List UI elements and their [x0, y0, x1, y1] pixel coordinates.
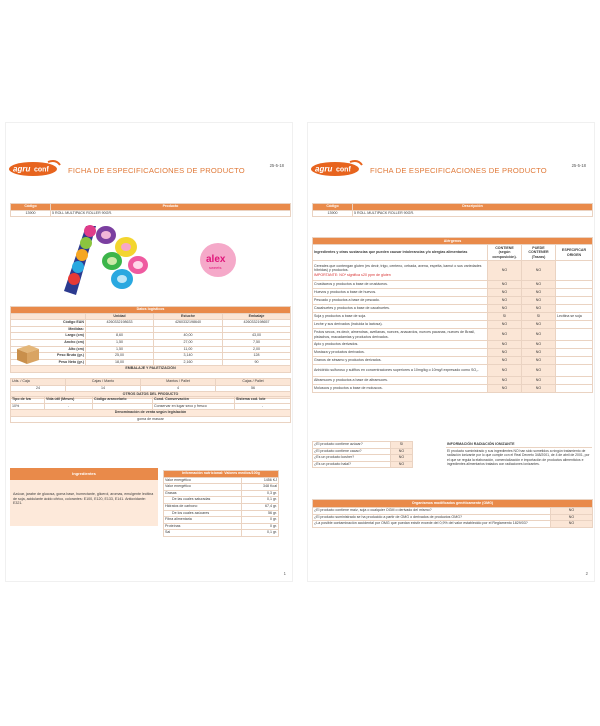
- allergens-col-header: Ingredientes y otras sustancias que pueden causar intolerancias y/o alergias alimentarias: [313, 245, 488, 261]
- nutrition-value: 0,3 gr.: [242, 490, 279, 497]
- allergen-label: Frutos secos, es decir, almendras, avellanas, nueces, anacardos, nueces pacanas, nueces de Brasil, pistachos, macadamias y productos derivados.: [313, 329, 488, 341]
- code-header: Código: [313, 204, 353, 211]
- allergen-origin: [556, 329, 593, 341]
- ean-label: Código EAN: [11, 320, 86, 327]
- pallet-value: 4: [141, 385, 216, 392]
- gmo-answer: NO: [551, 514, 593, 521]
- allergen-contains: NO: [488, 365, 522, 377]
- allergen-may-contain: NO: [522, 305, 556, 313]
- other-header: Tipo de Iva: [11, 397, 45, 404]
- nutrition-value: 1456 KJ: [242, 477, 279, 484]
- measure-value: 18,00: [86, 359, 154, 366]
- allergen-label: Soja y productos a base de soja.: [313, 313, 488, 321]
- logistics-table: [10, 306, 291, 373]
- allergen-contains: NO: [488, 349, 522, 357]
- product-header: Producto: [51, 204, 291, 211]
- allergen-origin: [556, 385, 593, 393]
- measure-value: 128: [223, 353, 291, 360]
- measures-label: Medidas:: [11, 326, 86, 333]
- alex-brand-logo: [198, 241, 238, 279]
- product-name: 5 ROLL MULTIPACK ROLLER 90GR.: [353, 210, 593, 217]
- allergen-may-contain: NO: [522, 385, 556, 393]
- other-value: Conservar en lugar seco y fresco: [153, 403, 235, 410]
- nutrition-value: 0,1 gr.: [242, 530, 279, 537]
- other-header: Cond. Conservación: [153, 397, 235, 404]
- allergen-label: Huevos y productos a base de huevos.: [313, 289, 488, 297]
- measure-value: 43,00: [223, 333, 291, 340]
- measure-value: 1,50: [86, 339, 154, 346]
- suitability-question: ¿Es un producto kosher?: [313, 455, 391, 462]
- pallet-header: Cajas / Manto: [66, 379, 141, 386]
- allergen-label: Cacahuetes y productos a base de cacahuetes.: [313, 305, 488, 313]
- allergen-origin: [556, 297, 593, 305]
- allergen-label: Mostaza y productos derivados.: [313, 349, 488, 357]
- allergen-may-contain: SI: [522, 313, 556, 321]
- nutrition-label: Valor energético: [164, 484, 242, 491]
- allergen-contains: NO: [488, 329, 522, 341]
- ean-unit: 4260332198633: [86, 320, 154, 327]
- nutrition-table: [163, 470, 279, 537]
- product-image: [56, 221, 151, 299]
- allergen-label: Anhídrido sulfuroso y sulfitos en concentraciones superiores a 10mg/kg o 10mg/l expresado como SO₂.: [313, 365, 488, 377]
- allergen-origin: [556, 321, 593, 329]
- denomination-label: Denominación de venta según legislación: [11, 410, 291, 417]
- suitability-table: [312, 441, 413, 468]
- suitability-question: ¿Es un producto halal?: [313, 461, 391, 468]
- measure-label: Ancho (cm): [11, 339, 86, 346]
- allergen-origin: [556, 349, 593, 357]
- pallet-value: 56: [216, 385, 291, 392]
- nutrition-label: De los cuales azúcares: [164, 510, 242, 517]
- nutrition-value: 0 gr.: [242, 517, 279, 524]
- other-header: Vida útil (Meses): [45, 397, 93, 404]
- page-number: 2: [585, 571, 588, 576]
- nutrition-label: Fibra alimentaria: [164, 517, 242, 524]
- allergen-may-contain: NO: [522, 349, 556, 357]
- gmo-question: ¿El producto suministrado se ha producido a partir de OMG o derivados de productos OMG?: [313, 514, 551, 521]
- measure-value: 40,00: [154, 333, 223, 340]
- other-value: [93, 403, 153, 410]
- allergens-title: Alérgenos: [313, 238, 593, 245]
- gmo-title: Organismos modificados genéticamente (OMG): [313, 500, 593, 508]
- allergen-label: Apio y productos derivados.: [313, 341, 488, 349]
- svg-text:conf: conf: [34, 166, 49, 174]
- code-header: Código: [11, 204, 51, 211]
- svg-text:agru: agru: [315, 164, 333, 174]
- suitability-answer: NO: [391, 461, 413, 468]
- description-header: Descripción: [353, 204, 593, 211]
- suitability-question: ¿El producto contiene cacao?: [313, 448, 391, 455]
- allergen-origin: [556, 261, 593, 281]
- other-value: -: [235, 403, 291, 410]
- pallet-value: 14: [66, 385, 141, 392]
- radiation-title: INFORMACIÓN RADIACIÓN IONIZANTE: [446, 441, 592, 448]
- page-title: FICHA DE ESPECIFICACIONES DE PRODUCTO: [68, 166, 245, 175]
- allergen-origin: [556, 365, 593, 377]
- allergen-may-contain: NO: [522, 365, 556, 377]
- measure-value: 11,00: [154, 346, 223, 353]
- nutrition-title: Información nutricional: Valores medios/100g: [164, 471, 279, 478]
- page-number: 1: [283, 571, 286, 576]
- measure-label: Largo (cm): [11, 333, 86, 340]
- svg-text:conf: conf: [336, 166, 351, 174]
- gmo-question: ¿El producto contiene maíz, soja o cualquier OGM o derivado del mismo?: [313, 508, 551, 515]
- spec-sheet-page-1: [5, 122, 293, 582]
- pallet-title: EMBALAJE Y PALETIZACIÓN: [11, 366, 291, 373]
- measure-value: 3,140: [154, 353, 223, 360]
- allergen-contains: NO: [488, 377, 522, 385]
- measure-value: 2,00: [223, 346, 291, 353]
- nutrition-value: 0,1 gr.: [242, 497, 279, 504]
- nutrition-label: Hidratos de carbono: [164, 503, 242, 510]
- allergens-col-header: CONTIENE (según composición).: [488, 245, 522, 261]
- nutrition-label: Proteínas: [164, 523, 242, 530]
- ean-case: 4260332198640: [154, 320, 223, 327]
- allergen-may-contain: NO: [522, 281, 556, 289]
- suitability-question: ¿El producto contiene azúcar?: [313, 442, 391, 449]
- nutrition-value: 0 gr.: [242, 523, 279, 530]
- page-date: 25-5-18: [269, 163, 284, 168]
- pallet-header: Mantos / Pallet: [141, 379, 216, 386]
- other-header: Sistema cod. lote: [235, 397, 291, 404]
- col-pack: Embalaje: [223, 313, 291, 320]
- measure-value: 2,160: [154, 359, 223, 366]
- gmo-answer: NO: [551, 521, 593, 528]
- measure-label: Alto (cm): [11, 346, 86, 353]
- measure-value: 27,00: [154, 339, 223, 346]
- suitability-answer: SI: [391, 442, 413, 449]
- allergen-origin: [556, 281, 593, 289]
- agruconf-logo: [310, 159, 366, 177]
- ingredients-title: Ingredientes: [10, 468, 158, 480]
- allergen-label: Crustáceos y productos a base de crustáceos.: [313, 281, 488, 289]
- allergen-may-contain: NO: [522, 357, 556, 365]
- other-data-table: [10, 396, 291, 423]
- allergens-table: [312, 237, 593, 393]
- measure-value: 1,50: [86, 346, 154, 353]
- allergen-may-contain: NO: [522, 341, 556, 349]
- other-header: Código arancelario: [93, 397, 153, 404]
- radiation-block: [446, 441, 592, 468]
- pallet-header: Cajas / Pallet: [216, 379, 291, 386]
- spec-sheet-page-2: [307, 122, 595, 582]
- svg-text:alex: alex: [206, 254, 226, 265]
- other-value: 10%: [11, 403, 45, 410]
- logistics-title: Datos logísticos: [11, 307, 291, 314]
- allergen-may-contain: NO: [522, 377, 556, 385]
- allergen-label: Granos de sésamo y productos derivados.: [313, 357, 488, 365]
- allergens-col-header: ESPECIFICAR ORIGEN: [556, 245, 593, 261]
- page-date: 25-5-18: [571, 163, 586, 168]
- measure-label: Peso Bruto (gr.): [11, 353, 86, 360]
- allergen-may-contain: NO: [522, 289, 556, 297]
- other-value: -: [45, 403, 93, 410]
- nutrition-label: De las cuales saturadas: [164, 497, 242, 504]
- box-icon: [13, 341, 41, 365]
- nutrition-label: Valor energético: [164, 477, 242, 484]
- measure-value: 90: [223, 359, 291, 366]
- product-table: [312, 203, 593, 217]
- measure-label: Peso Neto (gr.): [11, 359, 86, 366]
- allergen-origin: [556, 289, 593, 297]
- measure-value: 25,00: [86, 353, 154, 360]
- svg-text:sweets: sweets: [209, 265, 222, 270]
- product-name: 5 ROLL MULTIPACK ROLLER 90GR.: [51, 210, 291, 217]
- allergen-label: Pescado y productos a base de pescado.: [313, 297, 488, 305]
- allergen-origin: [556, 305, 593, 313]
- allergen-origin: Lecitina se soja: [556, 313, 593, 321]
- allergen-contains: NO: [488, 261, 522, 281]
- radiation-text: El producto suministrado y sus ingredientes NO han sido sometidos a ningún tratamiento de radiación ionizante por lo que cumple con el Real Decreto 348/2001, de 4 de abril de 2001, por el que se regula la elaboración, comercialización e importación de productos alimenticios e ingredientes alimentarios tratados con radiaciones ionizantes.: [447, 449, 590, 467]
- ingredients-text: Azúcar, jarabe de glucosa, goma base, humectante, glicerol, aromas, emulgente lecitina de soja, acidulante ácido cítrico, colorantes: E100, E120, E133, E141. Antioxidante: E321.: [10, 480, 158, 526]
- allergen-may-contain: NO: [522, 297, 556, 305]
- other-title: OTROS DATOS DEL PRODUCTO: [11, 392, 291, 399]
- nutrition-value: 56 gr.: [242, 510, 279, 517]
- allergen-contains: NO: [488, 281, 522, 289]
- allergen-contains: NO: [488, 341, 522, 349]
- measure-value: 8,60: [86, 333, 154, 340]
- col-case: Estuche: [154, 313, 223, 320]
- svg-text:agru: agru: [13, 164, 31, 174]
- suitability-answer: NO: [391, 455, 413, 462]
- col-unit: Unidad: [86, 313, 154, 320]
- gmo-answer: NO: [551, 508, 593, 515]
- product-code: 13900: [11, 210, 51, 217]
- allergen-origin: [556, 377, 593, 385]
- page-title: FICHA DE ESPECIFICACIONES DE PRODUCTO: [370, 166, 547, 175]
- gluten-text: Cereales que contengan gluten (es decir, trigo, centeno, cebada, avena, espelta, kamut o sus variedades híbridas) y productos.: [314, 263, 482, 273]
- suitability-answer: NO: [391, 448, 413, 455]
- pallet-header: Uds. / Caja: [11, 379, 66, 386]
- gmo-question: ¿La posible contaminación accidental por OMG que puedan existir excede del 0,9% del valor establecido por el Reglamento 1829/03?: [313, 521, 551, 528]
- allergen-contains: SI: [488, 313, 522, 321]
- denomination-value: goma de mascar: [11, 416, 291, 423]
- allergen-contains: NO: [488, 357, 522, 365]
- allergen-origin: [556, 341, 593, 349]
- pallet-value: 24: [11, 385, 66, 392]
- nutrition-value: 67,4 gr.: [242, 503, 279, 510]
- allergen-gluten: [313, 261, 488, 281]
- allergen-origin: [556, 357, 593, 365]
- allergen-label: Moluscos y productos a base de moluscos.: [313, 385, 488, 393]
- allergen-contains: NO: [488, 385, 522, 393]
- product-code: 13900: [313, 210, 353, 217]
- allergen-label: Leche y sus derivados (incluida la lactosa).: [313, 321, 488, 329]
- gmo-table: [312, 499, 593, 528]
- allergen-contains: NO: [488, 289, 522, 297]
- gluten-note: IMPORTANTE: NO* significa ≤20 ppm de gluten: [314, 272, 391, 277]
- allergen-may-contain: NO: [522, 261, 556, 281]
- nutrition-label: Grasas: [164, 490, 242, 497]
- allergen-contains: NO: [488, 305, 522, 313]
- allergen-may-contain: NO: [522, 329, 556, 341]
- product-table: [10, 203, 291, 217]
- ean-pack: 4260332198657: [223, 320, 291, 327]
- nutrition-label: Sal: [164, 530, 242, 537]
- allergen-contains: NO: [488, 297, 522, 305]
- allergen-label: Altramuces y productos a base de altramuces.: [313, 377, 488, 385]
- allergens-col-header: PUEDE CONTENER (Trazas): [522, 245, 556, 261]
- allergen-contains: NO: [488, 321, 522, 329]
- agruconf-logo: [8, 159, 64, 177]
- measure-value: 7,50: [223, 339, 291, 346]
- nutrition-value: 348 Kcal: [242, 484, 279, 491]
- allergen-may-contain: NO: [522, 321, 556, 329]
